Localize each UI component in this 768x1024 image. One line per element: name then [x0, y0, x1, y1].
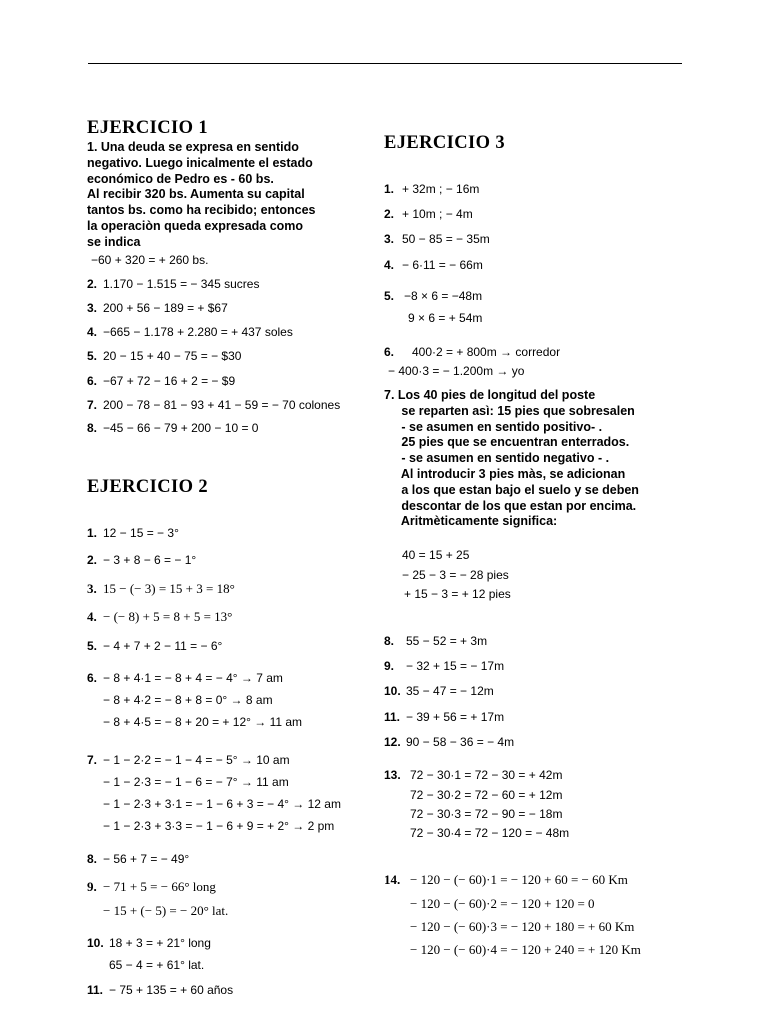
ejercicio-2-title: EJERCICIO 2	[87, 477, 209, 497]
list-item: 10. 18 + 3 = + 21° long	[87, 936, 211, 950]
item-7-line: 40 = 15 + 25	[402, 548, 470, 562]
list-item: 7. 200 − 78 − 81 − 93 + 41 − 59 = − 70 colones	[87, 398, 341, 412]
list-item: 72 − 30·2 = 72 − 60 = + 12m	[410, 788, 563, 802]
list-item: − 1 − 2·3 = − 1 − 6 = − 7° → 11 am	[103, 775, 289, 789]
list-item: 9. − 71 + 5 = − 66° long	[87, 879, 216, 894]
list-item: 1. 12 − 15 = − 3°	[87, 526, 179, 540]
list-item: 4. − 6·11 = − 66m	[384, 258, 483, 272]
list-item: 11. − 39 + 56 = + 17m	[384, 710, 505, 724]
list-item: 72 − 30·4 = 72 − 120 = − 48m	[410, 826, 570, 840]
list-item: 14. − 120 − (− 60)·1 = − 120 + 60 = − 60 Km	[384, 872, 628, 887]
list-item: 9. − 32 + 15 = − 17m	[384, 659, 505, 673]
list-item: 72 − 30·3 = 72 − 90 = − 18m	[410, 807, 563, 821]
list-item: 4. −665 − 1.178 + 2.280 = + 437 soles	[87, 325, 293, 339]
list-item: − 400·3 = − 1.200m → yo	[388, 364, 525, 378]
list-item: − 120 − (− 60)·3 = − 120 + 180 = + 60 Km	[410, 919, 635, 934]
list-item: 6. −67 + 72 − 16 + 2 = − $9	[87, 374, 236, 388]
list-item: − 15 + (− 5) = − 20° lat.	[103, 903, 229, 918]
top-rule	[88, 63, 682, 64]
ejercicio-3-item-7: 7. Los 40 pies de longitud del poste se reparten asì: 15 pies que sobresalen - se asumen en sentido positivo- . 25 pies que se encuentran enterrados. - se asumen en sentido negativo - . Al introducir 3 pies màs, se adicionan a los que estan bajo el suelo y se deben descontar de los que estan por encima. Aritmèticamente significa:	[384, 388, 639, 529]
ejercicio-1-title: EJERCICIO 1	[87, 118, 209, 138]
list-item: 2. 1.170 − 1.515 = − 345 sucres	[87, 277, 260, 291]
list-item: − 120 − (− 60)·2 = − 120 + 120 = 0	[410, 896, 595, 911]
list-item: 4. − (− 8) + 5 = 8 + 5 = 13°	[87, 609, 233, 624]
list-item: 1. + 32m ; − 16m	[384, 182, 480, 196]
list-item: 11. − 75 + 135 = + 60 años	[87, 983, 234, 997]
list-item: 8. −45 − 66 − 79 + 200 − 10 = 0	[87, 421, 259, 435]
list-item: 5. − 4 + 7 + 2 − 11 = − 6°	[87, 639, 223, 653]
list-item: − 1 − 2·3 + 3·1 = − 1 − 6 + 3 = − 4° → 12 am	[103, 797, 341, 811]
list-item: 2. − 3 + 8 − 6 = − 1°	[87, 553, 197, 567]
list-item: − 8 + 4·5 = − 8 + 20 = + 12° → 11 am	[103, 715, 303, 729]
ejercicio-1-formula: −60 + 320 = + 260 bs.	[91, 253, 209, 267]
list-item: − 120 − (− 60)·4 = − 120 + 240 = + 120 Km	[410, 942, 641, 957]
list-item: 6. − 8 + 4·1 = − 8 + 4 = − 4° → 7 am	[87, 671, 283, 685]
list-item: 2. + 10m ; − 4m	[384, 207, 473, 221]
list-item: 13. 72 − 30·1 = 72 − 30 = + 42m	[384, 768, 563, 782]
list-item: 5. 20 − 15 + 40 − 75 = − $30	[87, 349, 242, 363]
ejercicio-1-intro: 1. Una deuda se expresa en sentido negativo. Luego inicalmente el estado económico de Pedro es - 60 bs. Al recibir 320 bs. Aumenta su capital tantos bs. como ha recibido; entonces la operaciòn queda expresada como se indica	[87, 140, 316, 249]
list-item: − 8 + 4·2 = − 8 + 8 = 0° → 8 am	[103, 693, 273, 707]
list-item: 12. 90 − 58 − 36 = − 4m	[384, 735, 515, 749]
list-item: 9 × 6 = + 54m	[408, 311, 483, 325]
item-7-line: − 25 − 3 = − 28 pies	[402, 568, 509, 582]
list-item: 3. 50 − 85 = − 35m	[384, 232, 490, 246]
list-item: − 1 − 2·3 + 3·3 = − 1 − 6 + 9 = + 2° → 2 pm	[103, 819, 335, 833]
list-item: 8. 55 − 52 = + 3m	[384, 634, 488, 648]
ejercicio-3-title: EJERCICIO 3	[384, 133, 506, 153]
item-7-line: + 15 − 3 = + 12 pies	[404, 587, 511, 601]
list-item: 10. 35 − 47 = − 12m	[384, 684, 494, 698]
list-item: 3. 15 − (− 3) = 15 + 3 = 18°	[87, 581, 235, 596]
list-item: 8. − 56 + 7 = − 49°	[87, 852, 190, 866]
list-item: 65 − 4 = + 61° lat.	[109, 958, 205, 972]
list-item: 6. 400·2 = + 800m → corredor	[384, 345, 561, 359]
list-item: 5. −8 × 6 = −48m	[384, 289, 483, 303]
list-item: 7. − 1 − 2·2 = − 1 − 4 = − 5° → 10 am	[87, 753, 290, 767]
list-item: 3. 200 + 56 − 189 = + $67	[87, 301, 228, 315]
